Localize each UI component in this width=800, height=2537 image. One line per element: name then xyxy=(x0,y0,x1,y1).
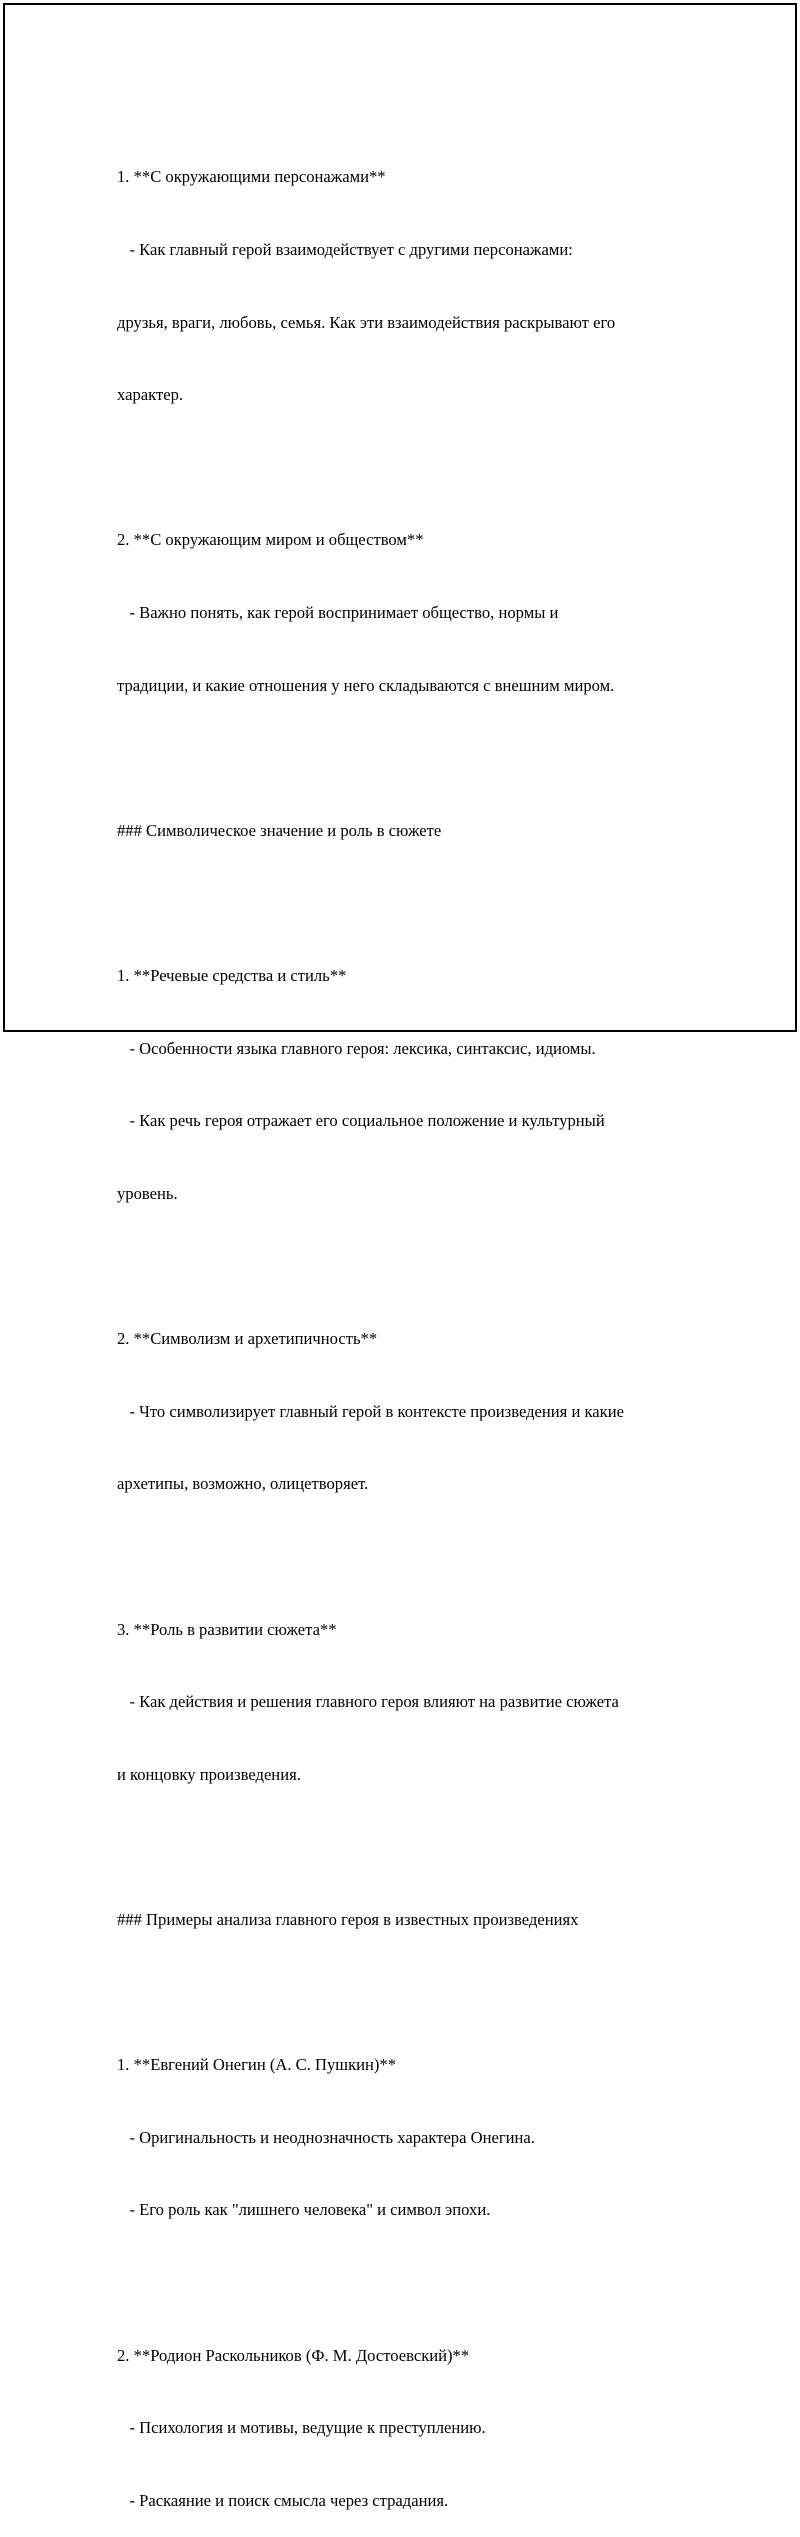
text-line: - Важно понять, как герой воспринимает общество, нормы и xyxy=(117,603,559,623)
text-line: 2. **Родион Раскольников (Ф. М. Достоевский)** xyxy=(117,2345,470,2365)
text-line: уровень. xyxy=(117,1183,178,1203)
text-line: 3. **Роль в развитии сюжета** xyxy=(117,1619,337,1639)
blank-line xyxy=(117,746,717,770)
text-line: 1. **С окружающими персонажами** xyxy=(117,167,386,187)
text-line: 1. **Речевые средства и стиль** xyxy=(117,966,347,986)
text-line: друзья, враги, любовь, семья. Как эти взаимодействия раскрывают его xyxy=(117,312,616,332)
text-line: - Его роль как "лишнего человека" и символ эпохи. xyxy=(117,2200,491,2220)
blank-line xyxy=(117,2271,717,2295)
text-line: - Что символизирует главный герой в контексте произведения и какие xyxy=(117,1401,624,1421)
blank-line xyxy=(117,1835,717,1859)
blank-line xyxy=(117,891,717,915)
section-heading: ### Примеры анализа главного героя в известных произведениях xyxy=(117,1909,579,1929)
text-line: 1. **Евгений Онегин (А. С. Пушкин)** xyxy=(117,2055,397,2075)
text-line: - Психология и мотивы, ведущие к преступлению. xyxy=(117,2418,486,2438)
blank-line xyxy=(117,1255,717,1279)
section-heading: ### Символическое значение и роль в сюжете xyxy=(117,820,442,840)
text-line: - Как действия и решения главного героя влияют на развитие сюжета xyxy=(117,1692,619,1712)
text-line: и концовку произведения. xyxy=(117,1764,301,1784)
text-line: 2. **С окружающим миром и обществом** xyxy=(117,530,424,550)
text-line: - Как главный герой взаимодействует с другими персонажами: xyxy=(117,240,573,260)
blank-line xyxy=(117,456,717,480)
text-line: - Оригинальность и неоднозначность характера Онегина. xyxy=(117,2127,535,2147)
blank-line xyxy=(117,1981,717,2005)
text-line: 2. **Символизм и архетипичность** xyxy=(117,1329,378,1349)
document-body xyxy=(117,117,717,2537)
text-line: - Как речь героя отражает его социальное положение и культурный xyxy=(117,1111,605,1131)
text-line: характер. xyxy=(117,385,184,405)
text-line: архетипы, возможно, олицетворяет. xyxy=(117,1474,369,1494)
text-line: традиции, и какие отношения у него складываются с внешним миром. xyxy=(117,675,615,695)
text-line: - Раскаяние и поиск смысла через страдания. xyxy=(117,2490,449,2510)
text-line: - Особенности языка главного героя: лексика, синтаксис, идиомы. xyxy=(117,1038,596,1058)
blank-line xyxy=(117,1545,717,1569)
